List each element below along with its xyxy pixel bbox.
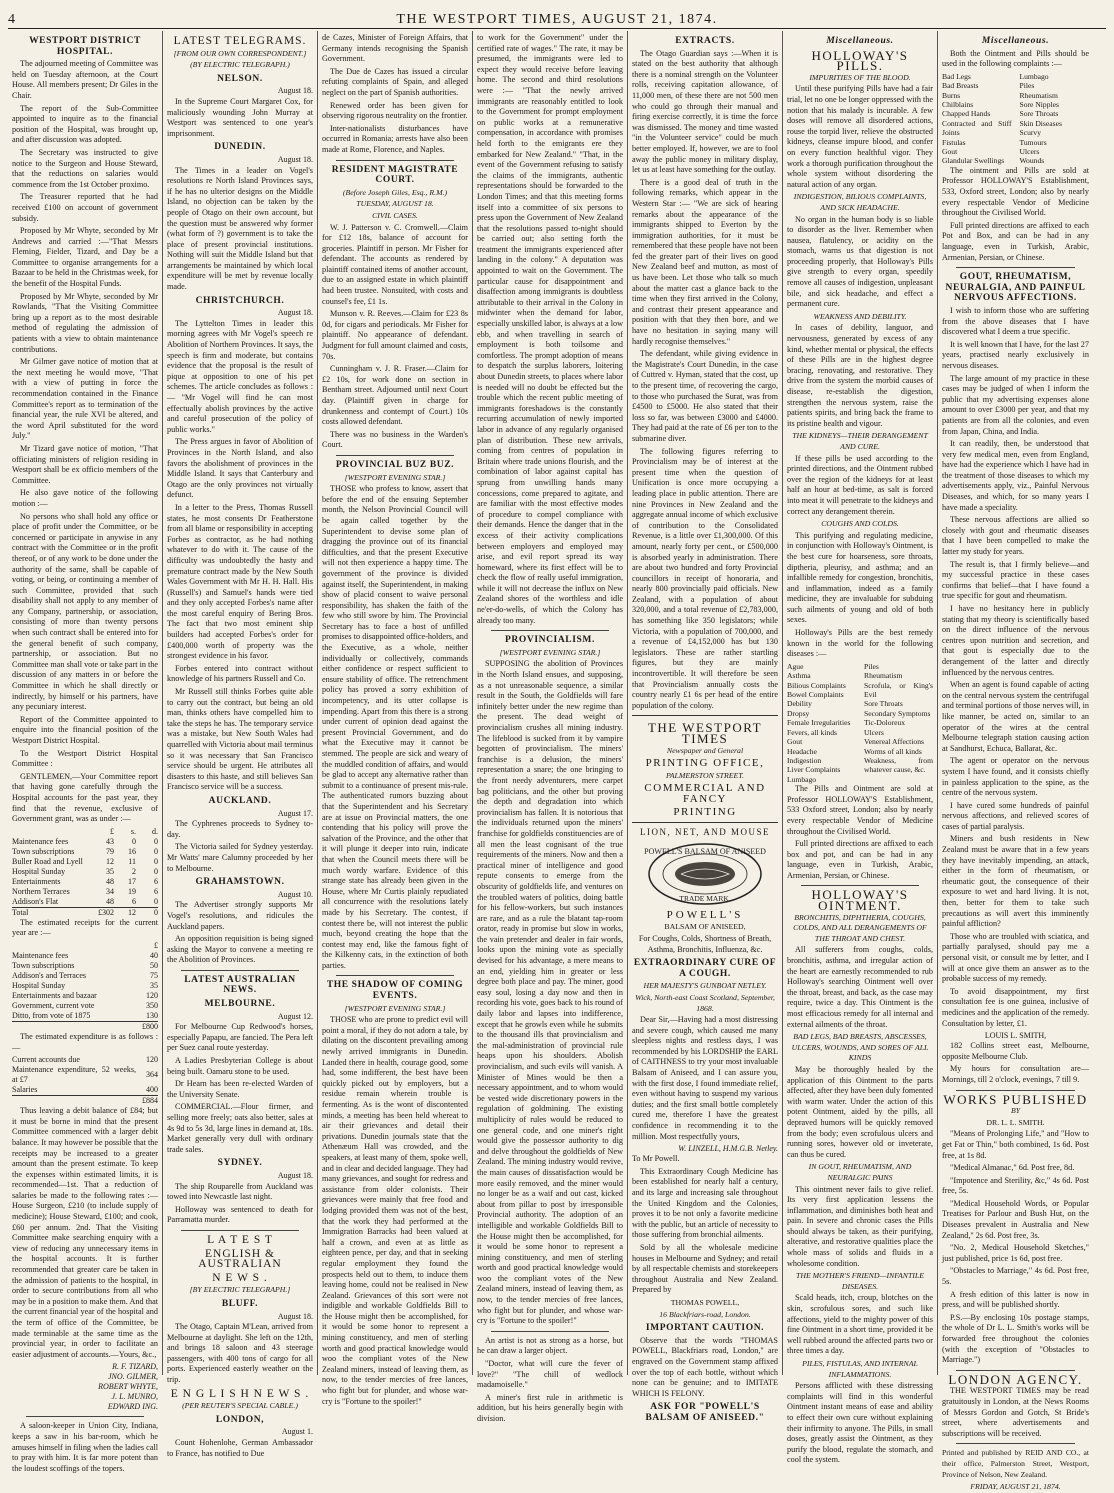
ad-heading: COMMERCIAL AND FANCY (644, 782, 766, 805)
paragraph: THE WESTPORT TIMES may be read gratuitously in London, at the News Rooms of Messrs Gordon and Gotch, St Bride's street, where advertisements and subscriptions will be received. (942, 1386, 1089, 1438)
list-item: Debility (787, 699, 812, 709)
ad-subtitle: Newspaper and General (666, 745, 744, 755)
paragraph: The Otago Guardian says :—When it is stated on the best authority that although there is a nominal strength on the Volunteer rolls, receiving capitation allowance, of 11,000 men, of these there are not 500 men who could go through their manual and firing exercise correctly, it is time the force was dismissed. The money and time wasted "in the Volunteer service" could be much better employed. If, however, we are to fool away the public money in military display, let us at least have something for the outlay. (632, 48, 778, 175)
table-total-row: £800 (12, 1021, 158, 1032)
paragraph: The estimated expenditure is as follows :— (12, 1031, 158, 1052)
list-item: Gout (942, 147, 958, 157)
paragraph: The estimated receipts for the current year are :— (12, 917, 158, 938)
list-item: Fistulas (942, 137, 966, 147)
paragraph: W. J. Patterson v. C. Cromwell.—Claim for £12 18s, balance of account for groceries. Plaintiff in person. Mr Fisher for defendant. The accounts as rendered by plaintiff contained items of another account, due to an assigned estate in which plaintiff had been trustee. Nonsuited, with costs and counsel's fee, £1 1s. (322, 222, 468, 306)
table-row: Government, current vote 350 (12, 1000, 158, 1010)
section-heading: Miscellaneous. (826, 36, 894, 46)
paragraph: In cases of debility, languor, and nervousness, generated by excess of any kind, whether mental or physical, the effects of these Pills are in the highest degree bracing, renovating, and restorative. They drive from the system the morbid causes of disease, re-establish the digestion, strengthen the nervous system, raise the patients spirits, and bring back the frame to its pristine health and vigour. (787, 323, 933, 428)
list-item: Piles (864, 661, 879, 671)
paragraph: COMMERCIAL.—Flour firmer, and selling more freely; oats also better, sales at 4s 9d to 5s 3d, large lines in demand at, 18s. Market generally very dull with ordinary trade sales. (167, 1102, 313, 1154)
paragraph: All sufferers from coughs, colds, bronchitis, asthma, and irregular action of the heart are earnestly recommended to rub Holloway's searching Ointment well over the throat, breast, and back, as the case may require, twice a day. This Ointment is the most efficacious remedy for all internal and external ailments of the throat. (787, 945, 933, 1029)
subheading: THE KIDNEYS—THEIR DERANGEMENT AND CURE. (792, 431, 928, 451)
table-row: Current accounts due 120 (12, 1055, 158, 1065)
paragraph: "No. 2, Medical Household Sketches," just published, price 1s 6d, post free. (942, 1243, 1089, 1263)
paragraph: The Victoria sailed for Sydney yesterday. Mr Watts' mare Calumny proceeded by her to Melbourne. (167, 842, 313, 873)
list-item: Burns (942, 90, 961, 100)
article-heading: E N G L I S H N E W S . (170, 1387, 310, 1400)
list-item: Ulcers (1019, 147, 1040, 157)
subheading: (BY ELECTRIC TELEGRAPH.) (190, 60, 290, 70)
date: August 17. (277, 808, 313, 818)
paragraph: He also gave notice of the following motion :— (12, 488, 158, 508)
column-3 (318, 31, 473, 1406)
divider (491, 630, 609, 631)
list-item: Fevers, all kinds (787, 727, 837, 737)
ad-product: BALSAM OF ANISEED, (664, 922, 746, 932)
paragraph: There was no business in the Warden's Court. (322, 429, 468, 450)
list-item: Indigestion (787, 755, 822, 765)
article-heading: LATEST AUSTRALIAN NEWS. (184, 974, 296, 996)
advertiser-name: LOUIS L. SMITH, (984, 1031, 1047, 1041)
subheading: BAD LEGS, BAD BREASTS, ABSCESSES, ULCERS, WOUNDS, AND SORES OF ALL KINDS (791, 1032, 929, 1063)
paragraph: No organ in the human body is so liable to disorder as the liver. Remember when nausea, flatulency, or acidity on the stomach, warns us that digestion is not proceeding properly, that Holloway's Pills give strength to every organ, speedily remove all causes of indigestion, unpleasant bile, and sick headache, and effect a permanent cure. (787, 214, 933, 309)
paragraph: A Ladies Presbyterian College is about being built. Oamaru stone to be used. (167, 1056, 313, 1076)
complaint-list (942, 72, 1089, 166)
divider (956, 1090, 1075, 1091)
ad-title: HOLLOWAY'S PILLS. (811, 47, 909, 74)
paragraph: Holloway was sentenced to death for Parramatta murder. (167, 1204, 313, 1225)
paragraph: "Obstacles to Marriage," 4s 6d. Post free, 5s. (942, 1266, 1089, 1287)
ad-title: THE WESTPORT TIMES (647, 720, 763, 746)
paragraph: Inter-nationalists disturbances have occurred in Romania; arrests have also been made at Rome, Florence, and Naples. (322, 123, 468, 154)
seal-bottom-text: TRADE MARK. (679, 893, 731, 903)
subheading: [BY ELECTRIC TELEGRAPH.] (189, 1285, 291, 1295)
paragraph: For Melbourne Cup Redwood's horses, especially Papapu, are fancied. The Pera left per Suez canal route yesterday. (167, 1022, 313, 1053)
paragraph: If these pills be used according to the printed directions, and the Ointment rubbed over the region of the kidneys for at least half an hour at bed-time, as salt is forced into meat it will penetrate to the kidneys and correct any derangement therein. (787, 453, 933, 516)
article-heading: THE SHADOW OF COMING EVENTS. (326, 980, 464, 1002)
printing-office-ad (632, 715, 778, 823)
table-row: Maintenance fees 40 (12, 950, 158, 960)
paragraph: A miner's first rule in arithmetic is addition, but his heirs generally begin with division. (477, 1392, 623, 1423)
table-row: Salaries 400 (12, 1085, 158, 1095)
subheading: IMPURITIES OF THE BLOOD. (809, 72, 911, 82)
paragraph: The Due de Cazes has issued a circular refuting complaints of Spain, and alleged neglect on the part of Spanish authorities. (322, 66, 468, 97)
subheading: [WESTPORT EVENING STAR.] (344, 1003, 446, 1013)
paragraph: The Press argues in favor of Abolition of Provinces in the North Island, and also favors the abolishment of provinces in the Middle Island. It says that Canterbury and Otago are the only provinces not virtually defunct. (167, 437, 313, 500)
paragraph: To the Westport District Hospital Committee : (12, 748, 158, 769)
revenue-table: £ s. d. Maintenance fees 43 0 0 Town subscriptions 79 16 0 Buller Road and Lyell 12 11 0 Hospital Sunday 35 2 0 Entertainments 48 17 6 Northern Terraces 34 19 6 Addison's Flat 48 6 0 Total £302 12 0 (12, 826, 158, 917)
column-2 (163, 31, 318, 1458)
subheading: WEAKNESS AND DEBILITY. (813, 311, 907, 321)
ad-title: WORKS PUBLISHED (943, 1091, 1088, 1107)
table-row: Entertainments and bazaar 120 (12, 990, 158, 1000)
subheading: CIVIL CASES. (372, 210, 418, 220)
divider (956, 1443, 1075, 1444)
paragraph: The ointment and Pills are sold at Professor HOLLOWAY'S Establishment, 533, Oxford street, London; also by nearly every respectable Vendor of Medicine throughout the Civilised World. (942, 165, 1089, 218)
subheading: (PER REUTER'S SPECIAL CABLE.) (182, 1401, 298, 1411)
paragraph: Mr Gilmer gave notice of motion that at the next meeting he would move, "That with a view of putting in force the recommendation contained in the Finance Committee's report as to termination of the financial year, the rule XVI be altered, and the word April substituted for the word July." (12, 357, 158, 441)
ad-title: GOUT, RHEUMATISM, NEURALGIA, AND PAINFUL NERVOUS AFFECTIONS. (945, 272, 1086, 304)
table-row: Hospital Sunday 35 2 0 (12, 866, 158, 876)
page-number: 4 (8, 12, 15, 27)
divider (336, 160, 454, 161)
subheading: BRONCHITIS, DIPHTHERIA, COUGHS, COLDS, AND ALL DERANGEMENTS OF THE THROAT AND CHEST. (793, 912, 927, 943)
masthead-title: THE WESTPORT TIMES, AUGUST 21, 1874. (396, 12, 718, 27)
divider (181, 970, 299, 971)
paragraph: Scald heads, itch, croup, blotches on the skin, scrofulous sores, and such like affections, yield to the mighty power of this fine Ointment in a short time, provided it be well rubbed around the affected parts two or three times a day. (787, 1293, 933, 1356)
list-item: Chilblains (942, 100, 974, 109)
divider (181, 1230, 299, 1231)
list-item: Female Irregularities (787, 718, 851, 728)
signatory: J. L. MUNRO, (111, 1392, 158, 1402)
paragraph: For Coughs, Colds, Shortness of Breath, Asthma, Bronchitis, Influenza, &c. (638, 933, 772, 954)
dateline-heading: BLUFF. (221, 1298, 259, 1309)
column-5 (628, 31, 783, 1423)
paragraph: de Cazes, Minister of Foreign Affairs, that Germany intends recognising the Spanish Government. (322, 33, 468, 64)
seal-ring-text: POWELL'S BALSAM OF ANISEED (644, 846, 766, 856)
divider (956, 1370, 1075, 1371)
list-item: Rheumatism (1019, 90, 1058, 100)
column-7 (938, 31, 1093, 1492)
list-item: Ague (787, 661, 804, 671)
paragraph: Report of the Committee appointed to enquire into the financial position of the Westport District Hospital. (12, 714, 158, 745)
list-item: Dropsy (787, 708, 810, 718)
paragraph: The Otago, Captain M'Lean, arrived from Melbourne at daylight. She left on the 12th, and brings 18 saloon and 43 steerage passengers, with 400 tons of cargo for all ports. Experienced easterly weather on the trip. (167, 1322, 313, 1385)
date: August 18. (277, 1170, 313, 1180)
paragraph: Full printed directions are affixed to each Pot and Box, and can be had in any language, even in Turkish, Arabic, Armenian, Persian, or Chinese. (942, 220, 1089, 262)
date: August 18. (277, 154, 313, 164)
paragraph: These nervous affections are allied so closely with gout and rheumatic diseases that I have been compelled to make the latter my study for years. (942, 515, 1089, 557)
column-4 (473, 31, 628, 1423)
paragraph: "Medical Household Words, or Popular Treatises for Parlour and Bush Hut, on the Diseases prevalent in Australia and New Zealand," 2s 6d. Post free, 3s. (942, 1198, 1089, 1240)
list-item: Rheumatism (864, 671, 903, 681)
signatory: R. F. TIZARD, (112, 1362, 158, 1372)
article-heading: PROVINCIAL BUZ BUZ. (335, 459, 455, 470)
masthead (8, 6, 1106, 29)
paragraph: I wish to inform those who are suffering from the above diseases that I have discovered what I deem a true specific. (942, 305, 1089, 337)
subheading: IN GOUT, RHEUMATISM, AND NEURALGIC PAINS (808, 1162, 912, 1182)
paragraph: The result is, that I firmly believe—and my successful practice in these cases confirms that belief—that I have found a true specific for gout and rheumatism. (942, 559, 1089, 601)
divider (26, 1416, 144, 1417)
signatory: JNO. GILMER, (108, 1372, 158, 1382)
paragraph: The Treasurer reported that he had received £100 on account of government subsidy. (12, 192, 158, 223)
paragraph: SUPPOSING the abolition of Provinces in the North Island ensues, and supposing, as a not unreasonable sequence, a similar result in the South, the Goldfields will fare infinitely better under the new regime than the present. The dead weight of provincialism crushes all mining industry. The lifeblood is sucked from it by vampire begotten of provincialism. The miners' franchise is a delusion, the miners' representation a snare; the one bringing to the front needy adventurers, mere carpet bag politicians, and the other but proving the depth and degradation into which provincialism has fallen. It is notorious that the individuals returned upon the miners' franchise for goldfields constituencies are of all men the least cognisant of the true requirements of the miners. Now and then a practical miner of intelligence and good repute consents to emerge from the obscurity of goldfields life, and ventures on the troubled waters of politics, doing battle for his fellow-workers, but such instances are rare, and as a rule the blatant tap-room orator, ready in promise but slow in works, the vain pretender and dealer in fair words, looks upon the mining vote as specially devised for his advantage, a mere means to an end, yielding him in greater or less degree both place and pay. The miner, good easy soul, losing a day now and then in recording his vote, goes back to his round of daily labor and lapses into indifference, except that he growls even while he submits to the thousand ills that provincialism and the mal-administration of provincial rule heaps upon his shoulders. Abolish provincialism, and such evils will vanish. A Minister of Mines would be then a necessary appointment, and to whom would be vested wide discretionary powers in the regulation of goldmining. The existing multiplicity of rules would be reduced to one general code, and one miner's right would give the possessor authority to dig and delve throughout the goldfields of New Zealand. The mining industry would revive, the main causes of dissatisfaction would be more easily removed, and the miner would no longer be as a waif and out cast, kicked about from pillar to post by irresponsible Provincial authority. The adoption of an intelligible and workable Goldfields Bill to the House might then be accomplished, for it would be some honor to represent a mining constituency, and men of sterling worth and good practical knowledge would woo the compliant votes of the New Zealand miners, instead of leaving them, as now, to the tender mercies of free lances, who fight but for plunder, and whose war-cry is "Fortune to the spoiler!" (477, 659, 623, 1326)
estimate-table: £ Maintenance fees 40 Town subscriptions 50 Addison's and Terraces 75 Hospital Sunday 35 Entertainments and bazaar 120 Government, current vote 350 Ditto, from vote of 1875 130 £800 (12, 940, 158, 1031)
paragraph: The Advertiser strongly supports Mr Vogel's resolutions, and ridicules the Auckland papers. (167, 900, 313, 931)
list-item: Tumours (1019, 137, 1047, 147)
paragraph: To avoid disappointment, my first consultation fee is one guinea, inclusive of medicines and the application of the remedy. Consultation by letter, £1. (942, 986, 1089, 1028)
list-item: Asthma (787, 671, 811, 681)
list-item: Tic-Doloreux (864, 718, 906, 728)
paragraph: 182 Collins street east, Melbourne, opposite Melbourne Club. (942, 1041, 1089, 1061)
paragraph: Sold by all the wholesale medicine houses in Melbourne and Sydney; and retail by all respectable chemists and storekeepers throughout Australia and New Zealand. Prepared by (632, 1242, 778, 1295)
ad-title: LONDON AGENCY. (948, 1371, 1083, 1387)
table-row: Entertainments 48 17 6 (12, 876, 158, 886)
paragraph: This purifying and regulating medicine, in conjunction with Holloway's Ointment, is the best cure for hoarseness, sore throats, diptheria, pleurisy, and asthma; and an infallible remedy for congestion, bronchitis, and inflammation, indeed as a family medicine, they are invaluable for subduing such ailments of young and old of both sexes. (787, 530, 933, 625)
article-heading: RESIDENT MAGISTRATE COURT. (331, 164, 459, 186)
imprint: Printed and published by REID AND CO., at their office, Palmerston Street, Westport, Province of Nelson, New Zealand. (942, 1448, 1089, 1479)
ad-brand: POWELL'S (666, 908, 744, 921)
ad-heading: PRINTING OFFICE, (645, 757, 765, 770)
signatory: W. LINZELL, H.M.G.B. Netley. (678, 1144, 778, 1154)
article-heading: N E W S . (212, 1271, 268, 1284)
paragraph: "Medical Almanac," 6d. Post free, 8d. (950, 1163, 1075, 1173)
ad-title: HOLLOWAY'S OINTMENT. (811, 887, 909, 914)
subheading: THE MOTHER'S FRIEND—INFANTILE DISEASES. (795, 1271, 924, 1291)
subheading: TUESDAY, AUGUST 18. (356, 199, 434, 209)
paragraph: The Cyphrenes proceeds to Sydney to-day. (167, 819, 313, 839)
table-row: Maintenance expenditure, 52 weeks, at £7 364 (12, 1065, 158, 1085)
paragraph: Observe that the words "THOMAS POWELL, Blackfriars road, London," are engraved on the Government stamp affixed over the top of each bottle, without which none can be genuine; and to IMITATE WHICH IS FELONY. (632, 1335, 778, 1398)
list-item: Venereal Affections (864, 737, 924, 747)
paragraph: THOSE who profess to know, assert that before the end of the ensuing September month, the Nelson Provincial Council will be again called together by the Superintendent to devise some plan of dragging the province out of its financial difficulties, and that the present Executive will not then experience a happy time. The government of the province is divided against itself, the Superintendent, in making show of placid consent to waive personal responsibility, has shaken the faith of the few who still swore by him. The Provincial Secretary has to face a host of unfilled promises to disappointed office-holders, and the Executive, as a whole, neither individually or collectively, commands either confidence or respect sufficient to ensure stability of office. The retrenchment policy has proved a sorry exhibition of incompetency, and its utter collapse is impending. Apart from this there is a strong under current of opinion dead against the present Provincial Government, and do what the Executive may it cannot be stemmed. The people are sick and weary of the muddled condition of affairs, and would be glad to accept any alternative rather than submit to a continuance of present mis-rule. The authenticated rumors buzzing about that the Superintendent and his Secretary are at issue on Provincial matters, the one contending that his policy will prove the salvation of the Province, and the other that it will plunge it deeper into ruin, indicate that when the Council meets there will be much wordy warfare. Evidence of this strange state has already been given in the House, where Mr Curtis plainly repudiated all concurrence with the resolutions lately made by his Secretary. The contest, if contest there be, will not interest the public much, beyond creating the hope that the contest may end, like the famous fight of the Kilkenny cats, in the extinction of both parties. (322, 484, 468, 970)
paragraph: P.S.—By enclosing 10s postage stamps, the whole of Dr L. L. Smith's works will be forwarded free throughout the colonies (with the exception of "Obstacles to Marriage.") (942, 1312, 1089, 1365)
date: August 12. (277, 1011, 313, 1021)
paragraph: Proposed by Mr Whyte, seconded by Mr Rowlands, "That the Visiting Committee bring up a report as to the most desirable method of regulating the admission of patients with a view to obtain maintenance contributions. (12, 291, 158, 354)
paragraph: The Secretary was instructed to give notice to the Surgeon and House Steward, that the reductions on salaries would commence from the 1st October proximo. (12, 147, 158, 189)
columns (8, 31, 1106, 1492)
paragraph: Renewed order has been given for observing rigorous neutrality on the frontier. (322, 100, 468, 121)
list-item: Secondary Symptoms (864, 708, 931, 718)
list-item: Chapped Hands (942, 109, 991, 119)
paragraph: The following figures referring to Provincialism may be of interest at the present time when the question of Unification is once more occupying a leading place in public attention. There are nine Provinces in New Zealand and the aggregate annual income of which exclusive of contribution to the Consolidated Revenue, is a little over £1,300,000. Of this amount, nearly forty per cent., or £500,000 is absorbed yearly in administration. There are about two hundred and forty Provincial councillors in receipt of honoraria, and nearly 800 provincially paid officials. New Zealand, with a population of about 320,000, and a total revenue of £2,783,000, has something like 350 legislators; while Victoria, with a population of 700,000, and a revenue of £4,152,000 has but 130 legislators. These are rather startling figures, but they are mainly incontrovertible. It will therefore be seen that Provincialism annually costs the country nearly £1 6s per head of the entire population of the colony. (632, 446, 778, 710)
paragraph: Mr Tizard gave notice of motion, "That officiating ministers of religion residing in Westport shall be ex officio members of the Committee. (12, 443, 158, 485)
paragraph: I have cured some hundreds of painful nervous affections, and relieved scores of cases of partial paralysis. (942, 800, 1089, 831)
paragraph: A saloon-keeper in Union City, Indiana, keeps a saw in his bar-room, which he amuses himself in filing when the ladies call to pray with him. It is far more potent than the loudest scoffings of the topers. (12, 1421, 158, 1473)
paragraph: Until these purifying Pills have had a fair trial, let no one be longer oppressed with the notion that his malady is incurable. A few doses will remove all disordered actions, rouse the torpid liver, relieve the obstructed kidneys, cleanse impure blood, and confer on every function healthful vigor. They work a thorough purification throughout the whole system without disordering the natural action of any organ. (787, 84, 933, 189)
paragraph: A fresh edition of this latter is now in press, and will be published shortly. (942, 1289, 1089, 1310)
article-heading: IMPORTANT CAUTION. (645, 1323, 765, 1334)
dateline-heading: GRAHAMSTOWN. (195, 877, 285, 888)
paragraph: The report of the Sub-Committee appointed to inquire as to the financial position of the Hospital, was brought up, and after discussion was adopted. (12, 103, 158, 145)
dateline-heading: MELBOURNE. (204, 999, 276, 1010)
list-item: Sore Nipples (1019, 100, 1059, 109)
paragraph: "Doctor, what will cure the fever of love?" "The chill of wedlock madamoiselle." (477, 1359, 623, 1390)
column-1 (8, 31, 163, 1473)
list-item: Contracted and Stiff Joints (942, 118, 1012, 138)
trademark-caption: LION, NET, AND MOUSE (639, 827, 771, 838)
paragraph: When an agent is found capable of acting on the central nervous system the centrifugal and terminal portions of those nerves will, in like manner, be acted on, similar to an operator of the wires at the central Melbourne telegraph station causing action at Sandhurst, Echuca, Ballarat, &c. (942, 680, 1089, 753)
article-heading: ENGLISH & AUSTRALIAN (198, 1247, 282, 1271)
paragraph: The Pills and Ointment are sold at Professor HOLLOWAY'S Establishment, 533 Oxford street, London; also by nearly every respectable Vendor of Medicine throughout the Civilised World. (787, 784, 933, 836)
paragraph: In a letter to the Press, Thomas Russell states, he most consents Dr Featherstone from all blame or responsibility in accepting Forbes as contractor, as he had nothing whatever to do with it. The cause of the difficulty was undoubtedly the hasty and premature contract made by the New South Wales Government with Mr H. H. Hall. His (Russell's) and Samuel's hands were tied and they only accepted Forbes's name after the most careful enquiry of Bering Bros. The fact that two most eminent ship builders had accepted Forbes's order for £400,000 worth of property was the strongest evidence in his favor. (167, 502, 313, 661)
paragraph: Dear Sir,—Having had a most distressing and severe cough, which caused me many sleepless nights and restless days, I was recommended by his LORDSHIP the EARL of CAITHNESS to try your most invaluable Balsam of Aniseed, and I can assure you, with the first dose, I found immediate relief, even without having to suspend my various duties; and the first small bottle completely cured me, therefore I have the greatest confidence in recommending it to the million. Most respectfully yours, (632, 1015, 778, 1141)
paragraph: Munson v. R. Reeves.—Claim for £23 8s 0d, for cigars and periodicals. Mr Fisher for plaintiff. No appearance of defendant. Judgment for full amount claimed and costs, 70s. (322, 309, 468, 361)
list-item: Headache (787, 746, 817, 756)
paragraph: An opposition requisition is being signed asking the Mayor to convene a meeting re the Abolition of Provinces. (167, 934, 313, 965)
subheading: (Before Joseph Giles, Esq., R.M.) (342, 187, 448, 197)
list-item: Bad Legs (942, 71, 971, 81)
paragraph: May be thoroughly healed by the application of this Ointment to the parts affected, after they have been duly fomented with warm water. Under the action of this potent Ointment, aided by the pills, all depraved humors will be quickly removed from the body; even scrofulous ulcers and running sores, however old or inveterate, can thus be cured. (787, 1064, 934, 1159)
disease-list (787, 662, 933, 784)
subheading: INDIGESTION, BILIOUS COMPLAINTS, AND SICK HEADACHE. (793, 192, 927, 212)
paragraph: to work for the Government" under the certified rate of wages." The rate, it may be presumed, the immigrants were led to expect they would receive before leaving home. The second and third resolutions were :— "That the newly arrived immigrants are reasonably entitled to look to the Government for prompt employment on public works at a remunerative compensation, in accordance with promises held forth to the emigrants ere they embarked for New Zealand." "That, in the event of the Government refusing to satisfy the claims of the immigrants, authentic representations should be forwarded to the London Times; and that this meeting forms itself into a committee of six persons to press upon the Government of New Zealand that the resolutions passed to-night should be carried out; also setting forth the treatment the immigrants experienced after landing in the colony." A deputation was appointed to wait on the Government. The particular cause for disappointment and disaffection among immigrants is doubtless attributable to their arrival in the Colony in midwinter when the demand for labor, especially unskilled labor, is always at a low ebb, and when travelling in search of employment is both toilsome and comfortless. The prompt adoption of means to despatch the surplus laborers, loitering about Dunedin streets, to places where labor is needed will no doubt be effected but the trouble which the recent public meeting of immigrants foreshadows is the constantly recurring accumulation of newly imported labor in advance of any regularly organised plan of distribution. These new arrivals, coming from centres of population in Britain where trade unions flourish, and the combination of labor against capital has sprung from unwilling hands many concessions, come prepared to agitate, and are familiar with the most effective modes of procedure to compel compliance with their demands. Hence the danger that in the excess of their activity complications between employers and employed may arise, and evil report spread its way homeward, where its first effect will be to check the flow of really useful immigration, while it will not decrease the influx on New Zealand shores of the worthless and idle ne'er-do-wells, of which the Colony has already too many. (477, 33, 623, 625)
paragraph: Mr Russell still thinks Forbes quite able to carry out the contract, but being an old man, thinks others have compelled him to take the steps he has. The temporary service was a mistake, but New South Wales had quarrelled with Victoria about mail terminus so it was necessary that San Francisco service should be urgent. He attributes all disasters to this haste, and still believes San Francisco service will be a success. (167, 687, 313, 792)
signatory: EDWARD ING. (107, 1402, 158, 1412)
signatory: ROBERT WHYTE, (98, 1382, 158, 1392)
article-heading: L A T E S T (207, 1233, 273, 1246)
subheading: PILES, FISTULAS, AND INTERNAL INFLAMMATIONS. (802, 1359, 918, 1379)
date: August 10. (277, 889, 313, 899)
paragraph: The agent or operator on the nervous system I have found, and it consists chiefly in painless application to the spine, as the centre of the nervous system. (942, 756, 1089, 798)
list-item: Weakness, from whatever cause, &c. (864, 755, 933, 775)
article-heading: PROVINCIALISM. (505, 635, 595, 646)
paragraph: It can readily, then, be understood that very few medical men, even from England, have had the experience which I have had in the treatment of those diseases to which my advertisements apply, viz., Painful Nervous Diseases, and which, for so many years I have made a speciality. (942, 439, 1089, 512)
author-name: DR. L. L. SMITH. (986, 1117, 1045, 1127)
list-item: Worms of all kinds (864, 746, 922, 756)
table-row: Buller Road and Lyell 12 11 0 (12, 856, 158, 866)
imprint-date: FRIDAY, AUGUST 21, 1874. (970, 1482, 1061, 1492)
paragraph: "Impotence and Sterility, &c," 4s 6d. Post free, 5s. (942, 1175, 1089, 1196)
subheading: Wick, North-east Coast Scotland, September, 1868. (635, 992, 775, 1013)
list-item: Liver Complaints (787, 765, 841, 775)
table-row: Addison's and Terraces 75 (12, 970, 158, 980)
paragraph: Miners and bush residents in New Zealand must be aware that in a few years they have inevitably impending, an attack, either in the form of rheumatism, or rheumatic gout, the consequence of their exposure to wet and hard living. It is not, then, better for them to take such precautions as will avert this imminently painful affliction? (942, 834, 1089, 929)
article-heading: WESTPORT DISTRICT HOSPITAL. (29, 36, 141, 57)
paragraph: This ointment never fails to give relief. Its very first application lessens the inflammation, and diminishes both heat and pain. In severe and chronic cases the Pills should always be taken, as their purifying, alterative, and restorative qualities place the whole mass of solids and fluids in a wholesome condition. (787, 1184, 933, 1268)
list-item: Sore Throats (864, 699, 903, 709)
date: August 18. (277, 1311, 313, 1321)
subheading: HER MAJESTY'S GUNBOAT NETLEY. (643, 981, 767, 991)
list-item: Bad Breasts (942, 81, 979, 91)
dateline-heading: AUCKLAND. (208, 795, 272, 806)
paragraph: Thus leaving a debit balance of £84; but it must be borne in mind that the present Committee commenced with a larger debit balance. It may however be possible that the receipts may be increased to a greater amount than the present estimate. To keep the expenses within estimated limits, it is recommended—1st. That a reduction of salaries be made to the following rates :—House Surgeon, £210 (to include supply of medicine); House Steward, £100; and cook, £60 per annum. 2nd. That the Visiting Committee make searching enquiry with a view of reducing any unnecessary items in the hospital accounts. It is further recommended that greater care be taken in the admission of patients to the hospital, in order to secure contributions from all who may be in a position to make them. And that the current financial year of the hospital and the term of office of the Committee, be made terminable at the same time as the provincial year, in order to facilitate an easier adjustment of accounts.—Yours, &c., (12, 1106, 158, 1359)
date: August 1. (281, 1427, 313, 1437)
paragraph: Cunningham v. J. R. Fraser.—Claim for £2 10s, for work done on section in Bentham street. Adjourned until next Court day. (Plaintiff given in charge for drunkenness and contempt of Court.) 10s costs allowed defendant. (322, 364, 468, 427)
list-item: Lumbago (787, 774, 817, 784)
expenditure-table (12, 1055, 158, 1106)
ad-address: PALMERSTON STREET. (666, 770, 744, 780)
list-item: Bowel Complaints (787, 690, 844, 700)
paragraph: To Mr Powell. (632, 1154, 680, 1164)
divider (491, 1331, 609, 1332)
paragraph: There is a good deal of truth in the following remarks, which appear in the Western Star :— "We are sick of hearing remarks about the appearance of the immigrants shipped to Everton by the immigration authorities, for it must be remembered that these people have not been fed the greater part of their lives on good New Zealand beef and mutton, as most of us have been. Let those who talk so much about the matter cast a glance back to the time when they first arrived in the Colony, and contrast their present appearance and position with that they then bore, and we have no hesitation in saying many will hardly recognise themselves." (632, 177, 778, 346)
list-item: Skin Diseases (1019, 118, 1062, 128)
paragraph: The Times in a leader on Vogel's resolutions re North Island Provinces says, if he has no ulterior designs on the Middle Island, no objection can be taken by the people of Otago on their own account, but the question must be answered why former (what form of ?) government is to take the place of present provincial institutions. Nothing will suit the Middle Island but that arrangements be maintained by which local expenditure will be met by revenue locally made. (167, 165, 313, 292)
divider (801, 885, 919, 886)
table-total-row: £884 (12, 1096, 158, 1107)
dateline-heading: LONDON, (215, 1414, 265, 1425)
paragraph: In the Supreme Court Margaret Cox, for maliciously wounding John Murray at Westport was sentenced to one year's imprisonment. (167, 96, 313, 138)
paragraph: The ship Rouparelle from Auckland was towed into Newcastle last night. (167, 1181, 313, 1202)
section-heading: Miscellaneous. (981, 36, 1050, 46)
table-row: Maintenance fees 43 0 0 (12, 836, 158, 846)
subheading: [WESTPORT EVENING STAR.] (499, 647, 601, 657)
list-item: Piles (1019, 81, 1035, 91)
dateline-heading: DUNEDIN. (214, 142, 266, 153)
paragraph: I have no hesitancy here in publicly stating that my theory is scientifically based on the direct influence of the nervous centres upon nutrition and secretion, and that gout is especially due to the derangement of the latter and directly influenced by the nervous centres. (942, 604, 1089, 677)
subheading: COUGHS AND COLDS. (821, 519, 899, 529)
divider (336, 975, 454, 976)
divider (336, 455, 454, 456)
trademark-seal (645, 841, 765, 907)
list-item: Bilious Complaints (787, 680, 846, 690)
ad-heading: ASK FOR "POWELL'S BALSAM OF ANISEED." (645, 1402, 765, 1423)
paragraph: No persons who shall hold any office or place of profit under the Committee, or be concerned or participate in anywise in any contract with the Committee or in the profit thereof, or of any work to be done under the authority of the same, shall be capable of voting, or being, or continuing a member of such Committee, provided that such disability shall not apply to any member of any Company, partnership, or association, consisting of more than twenty persons when such contract shall be entered into for the general benefit of such company, partnership, or association. But no Committee man shall vote or take part in the discussion of any matters in or before the Committee in which he shall directly or indirectly, by himself or his partners, have any pecuniary interest. (12, 511, 158, 712)
paragraph: An artist is not as strong as a horse, but he can draw a larger object. (477, 1335, 623, 1356)
ad-name: THOMAS POWELL, (670, 1297, 740, 1307)
paragraph: My hours for consultation are—Mornings, till 2 o'clock, evenings, 7 till 9. (942, 1064, 1089, 1084)
table-total-row: Total £302 12 0 (12, 907, 158, 917)
paragraph: Forbes entered into contract without knowledge of his partners Russell and Co. (167, 663, 313, 684)
article-heading: EXTRACTS. (675, 36, 735, 46)
date: August 18. (277, 86, 313, 96)
table-row: Addison's Flat 48 6 0 (12, 896, 158, 906)
list-item: Gout (787, 737, 803, 747)
paragraph: "Means of Prolonging Life," and "How to get Fat or Thin," both combined, 1s 6d. Post free, at 1s 8d. (942, 1129, 1089, 1160)
paragraph: It is well known that I have, for the last 27 years, practised nearly exclusively in nervous diseases. (942, 339, 1089, 370)
paragraph: Count Hohenlohe, German Ambassador to France, has notified to Due (167, 1438, 313, 1458)
column-6 (783, 31, 938, 1465)
paragraph: Persons afflicted with these distressing complaints will find in this wonderful Ointment instant means of ease and ability to effect their own cure without explaining their infirmity to anyone. The Pills, in small doses, greatly assist the Ointment, as they purify the blood, regulate the stomach, and cool the system. (787, 1381, 933, 1465)
paragraph: This Extraordinary Cough Medicine has been established for nearly half a century, and its large and increasing sale throughout the United Kingdom and the Colonies, proves it to be not only a favorite medicine with the public, but an article of necessity to those suffering from bronchial ailments. (632, 1166, 778, 1240)
table-row: Northern Terraces 34 19 6 (12, 886, 158, 896)
paragraph: The Lyttelton Times in leader this morning agrees with Mr Vogel's speech re Abolition of Northern Provinces. It says, the speech is firm and moderate, but contains evidence that the proposal is the result of pique at opposition to one of his pet schemes. The article concludes as follows :— "Mr Vogel will find he can most effectually abolish provinces by the active and careful prosecution of the policy of public works." (167, 318, 313, 434)
dateline-heading: CHRISTCHURCH. (195, 295, 285, 306)
divider (956, 267, 1075, 268)
list-item: Ulcers (864, 727, 884, 737)
list-item: Glandular Swellings (942, 156, 1005, 166)
list-item: Scurvy (1019, 128, 1042, 138)
dateline-heading: SYDNEY. (217, 1158, 263, 1169)
article-heading: EXTRAORDINARY CURE OF A COUGH. (633, 958, 777, 979)
list-item: Sore Throats (1019, 109, 1059, 119)
subheading: [FROM OUR OWN CORRESPONDENT.] (173, 48, 307, 58)
table-row: Ditto, from vote of 1875 130 (12, 1010, 158, 1020)
list-item: Scrofula, or King's Evil (864, 680, 933, 700)
paragraph: Proposed by Mr Whyte, seconded by Mr Andrews and carried :—"That Messrs Fleming, Fielder, Tizard, and Day be a Committee to organise arrangements for a Bazaar to be held in the Christmas week, for the benefit of the Hospital Funds. (12, 226, 158, 289)
ad-address: 16 Blackfriars-road, London. (659, 1309, 751, 1319)
list-item: Wounds (1019, 156, 1045, 166)
paragraph: Full printed directions are affixed to each box and pot, and can be had in any language, even in Turkish, Arabic, Armenian, Persian, or Chinese. (787, 839, 933, 880)
paragraph: Dr Hearn has been re-elected Warden of the University Senate. (167, 1079, 313, 1099)
table-row: Town subscriptions 50 (12, 960, 158, 970)
paragraph: Both the Ointment and Pills should be used in the following complaints :— (942, 48, 1089, 69)
paragraph: The large amount of my practice in these cases may be judged of when I inform the public that my advertising expenses alone amount to over £3000 per year, and that my patients are from all the colonies, and even from Japan, China, and India. (942, 373, 1089, 436)
ad-heading: PRINTING (673, 805, 737, 818)
list-item: Lumbago (1019, 71, 1049, 81)
subheading: BY (1010, 1106, 1021, 1116)
paragraph: GENTLEMEN,—Your Committee report that having gone carefully through the Hospital accounts for the past year, they find that the revenue, exclusive of Government grant, was as under :— (12, 771, 158, 824)
table-row: Hospital Sunday 35 (12, 980, 158, 990)
dateline-heading: NELSON. (217, 73, 263, 84)
paragraph: Holloway's Pills are the best remedy known in the world for the following diseases :— (787, 628, 933, 659)
paragraph: Those who are troubled with sciatica, and partially paralysed, should pay me a personal visit, or consult me by letter, and I will at once give them an answer as to the probable success of my remedy. (942, 931, 1089, 984)
subheading: [WESTPORT EVENING STAR.] (344, 472, 446, 482)
paragraph: THOSE who are prone to predict evil will point a moral, if they do not adorn a tale, by dilating on the discontent prevailing among newly arrived immigrants in Dunedin. Landed there in health, courage good, some had, some indifferent, the best have been quickly picked out by employers, but a residue remain wherein trouble is fermenting. As is the wont of discontented minds, a meeting has been held whereat to air their grievances and detail their privations. Dunedin journals state that the Athenæum Hall was crowded, and the speakers, at least many of them, spoke well, and in clear and decided language. They had many grievances, and sought for redress and assistance from older colonists. Their grievances were mainly that free food and lodging provided them was not of the best, that the work they had performed at the Immigration Barracks had been valued at half a crown, and even at as little as eighteen pence, per day, and that in seeking regular employment they found the prospects held out to them, to induce them leaving home, could not be realised in New Zealand. Grievances of this sort were not indigible and workable Goldfields Bill to the House might then be accomplished, for it would be some honor to represent a mining constituency, and men of sterling worth and good practical knowledge would woo the compliant votes of the New Zealand miners, instead of leaving them, as now, to the tender mercies of free lances, who fight but for plunder, and whose war-cry is "Fortune to the spoiler!" (322, 1015, 468, 1406)
date: August 18. (277, 308, 313, 318)
table-row: Town subscriptions 79 16 0 (12, 846, 158, 856)
paragraph: The adjourned meeting of Committee was held on Tuesday afternoon, at the Court House. All members present; Dr Giles in the Chair. (12, 59, 159, 100)
article-heading: LATEST TELEGRAMS. (173, 35, 307, 47)
paragraph: The defendant, while giving evidence in the Magistrate's Court Dunedin, in the case of Cuttred v. Hyman, stated that the cost, up to the present time, of recovering the cargo, to those who purchased the Surat, was from £4500 to £5000. He also stated that their loss so far, was between £3000 and £4000. They had paid at the rate of £6 per ton to the submarine diver. (632, 349, 778, 443)
